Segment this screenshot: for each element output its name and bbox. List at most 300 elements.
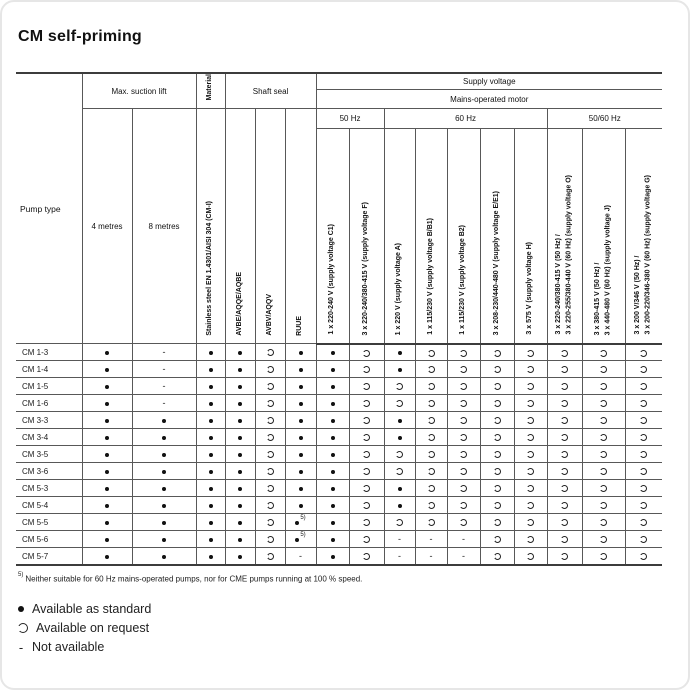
availability-cell (547, 446, 582, 463)
availability-cell (514, 497, 547, 514)
pump-type-cell: CM 1-5 (16, 378, 82, 395)
availability-cell (582, 378, 625, 395)
available-on-request-icon (460, 383, 467, 390)
legend-item-not-available (18, 640, 672, 655)
available-on-request-icon (396, 383, 403, 390)
availability-cell (316, 463, 349, 480)
available-on-request-icon (527, 553, 534, 560)
available-standard-icon (209, 453, 213, 457)
available-standard-icon (238, 419, 242, 423)
availability-cell (625, 344, 662, 361)
available-on-request-icon (363, 434, 370, 441)
availability-cell (255, 514, 285, 531)
available-on-request-icon (561, 451, 568, 458)
availability-cell (225, 548, 255, 565)
availability-cell (582, 548, 625, 565)
legend (18, 602, 672, 655)
available-on-request-icon (428, 417, 435, 424)
available-on-request-icon (561, 350, 568, 357)
available-on-request-icon (428, 400, 435, 407)
availability-cell (132, 480, 196, 497)
availability-cell (285, 395, 316, 412)
availability-cell (196, 429, 225, 446)
table-row (16, 412, 662, 429)
available-standard-icon (238, 521, 242, 525)
availability-cell (82, 514, 132, 531)
availability-cell (316, 378, 349, 395)
available-on-request-icon (363, 536, 370, 543)
availability-cell (447, 378, 480, 395)
available-on-request-icon (600, 485, 607, 492)
available-on-request-icon (267, 383, 274, 390)
availability-cell (625, 378, 662, 395)
available-standard-icon (162, 555, 166, 559)
available-on-request-icon (640, 383, 647, 390)
availability-cell (225, 344, 255, 361)
available-standard-icon (238, 368, 242, 372)
available-on-request-icon (363, 417, 370, 424)
voltage-column-header: 3 x 220-240/380-415 V (50 Hz) / 3 x 220-255/380-440 V (60 Hz) (supply voltage O) (547, 129, 582, 344)
availability-cell: - (132, 378, 196, 395)
available-standard-icon (209, 385, 213, 389)
available-on-request-icon (527, 536, 534, 543)
available-on-request-icon (428, 519, 435, 526)
available-on-request-icon (267, 451, 274, 458)
footnote-text: Neither suitable for 60 Hz mains-operated pumps, nor for CME pumps running at 100 % speed. (25, 574, 363, 584)
available-on-request-icon (460, 519, 467, 526)
availability-cell (384, 497, 415, 514)
availability-cell (255, 361, 285, 378)
availability-cell (82, 531, 132, 548)
available-standard-icon (105, 504, 109, 508)
availability-cell (132, 531, 196, 548)
availability-cell (547, 497, 582, 514)
availability-cell (196, 463, 225, 480)
available-standard-icon (209, 555, 213, 559)
table-row (16, 548, 662, 565)
availability-cell (82, 378, 132, 395)
available-standard-icon (299, 402, 303, 406)
available-on-request-icon (561, 536, 568, 543)
seal-avbe-label: AVBE/AQQE/AQBE (235, 271, 243, 336)
available-standard-icon (398, 504, 402, 508)
availability-cell (349, 429, 384, 446)
available-on-request-icon (428, 350, 435, 357)
available-on-request-icon (600, 502, 607, 509)
available-standard-icon (331, 419, 335, 423)
available-on-request-icon (363, 451, 370, 458)
availability-cell (415, 412, 447, 429)
available-standard-icon (209, 470, 213, 474)
availability-cell (625, 361, 662, 378)
availability-cell (547, 548, 582, 565)
footnote-ref: 5) (300, 531, 306, 538)
availability-cell (447, 446, 480, 463)
table-row (16, 463, 662, 480)
available-standard-icon (299, 385, 303, 389)
available-standard-icon (238, 538, 242, 542)
pump-type-cell: CM 3-4 (16, 429, 82, 446)
availability-cell (480, 361, 514, 378)
availability-cell (285, 463, 316, 480)
available-on-request-icon (600, 417, 607, 424)
col-header-8-metres: 8 metres (132, 109, 196, 344)
availability-cell (255, 480, 285, 497)
table-row (16, 361, 662, 378)
available-on-request-icon (428, 383, 435, 390)
availability-cell (132, 548, 196, 565)
availability-cell (480, 378, 514, 395)
availability-cell (547, 361, 582, 378)
availability-cell (582, 480, 625, 497)
voltage-column-header: 3 x 220-240/380-415 V (supply voltage F) (349, 129, 384, 344)
available-standard-icon (331, 385, 335, 389)
availability-cell (255, 463, 285, 480)
availability-cell (196, 497, 225, 514)
available-standard-icon (299, 351, 303, 355)
available-on-request-icon (363, 485, 370, 492)
available-standard-icon (331, 351, 335, 355)
pump-type-cell: CM 3-3 (16, 412, 82, 429)
availability-cell (196, 378, 225, 395)
availability-cell (349, 378, 384, 395)
availability-cell (285, 531, 316, 548)
available-on-request-icon (494, 366, 501, 373)
available-on-request-icon (267, 468, 274, 475)
legend-item-on-request (18, 621, 672, 635)
availability-cell (480, 514, 514, 531)
available-on-request-icon (267, 434, 274, 441)
available-standard-icon (295, 538, 299, 542)
material-header-label: Material (206, 74, 214, 101)
availability-cell (514, 429, 547, 446)
col-header-4-metres: 4 metres (82, 109, 132, 344)
available-standard-icon (209, 504, 213, 508)
available-standard-icon (299, 470, 303, 474)
availability-cell: - (384, 548, 415, 565)
document-content (2, 2, 688, 655)
available-standard-icon (238, 351, 242, 355)
available-on-request-icon (527, 434, 534, 441)
available-on-request-icon (494, 468, 501, 475)
table-row (16, 480, 662, 497)
availability-cell (225, 446, 255, 463)
availability-cell (285, 514, 316, 531)
available-standard-icon (238, 555, 242, 559)
available-on-request-icon (527, 350, 534, 357)
available-on-request-icon (267, 349, 274, 356)
availability-cell (225, 531, 255, 548)
availability-cell (349, 514, 384, 531)
availability-cell (514, 480, 547, 497)
available-on-request-icon (18, 623, 28, 633)
available-standard-icon (209, 487, 213, 491)
availability-cell (625, 446, 662, 463)
availability-cell (349, 531, 384, 548)
available-standard-icon (105, 453, 109, 457)
available-standard-icon (209, 402, 213, 406)
available-standard-icon (162, 521, 166, 525)
available-standard-icon (331, 453, 335, 457)
availability-cell (316, 344, 349, 361)
available-on-request-icon (600, 451, 607, 458)
available-on-request-icon (640, 366, 647, 373)
voltage-column-header: 3 x 208-230/440-480 V (supply voltage E/E1) (480, 129, 514, 344)
not-available-icon: - (18, 639, 24, 655)
availability-cell (625, 548, 662, 565)
available-on-request-icon (600, 366, 607, 373)
availability-cell (255, 378, 285, 395)
available-on-request-icon (640, 417, 647, 424)
availability-cell: - (447, 548, 480, 565)
availability-cell (82, 446, 132, 463)
available-standard-icon (105, 470, 109, 474)
availability-cell (285, 446, 316, 463)
availability-cell (225, 395, 255, 412)
footnote (18, 571, 672, 584)
pump-type-cell: CM 1-6 (16, 395, 82, 412)
seal-ruue-label: RUUE (296, 315, 304, 336)
available-on-request-icon (396, 400, 403, 407)
available-on-request-icon (527, 468, 534, 475)
availability-cell (255, 497, 285, 514)
pump-type-cell: CM 3-5 (16, 446, 82, 463)
available-on-request-icon (640, 451, 647, 458)
available-on-request-icon (600, 553, 607, 560)
material-header (196, 73, 225, 109)
available-on-request-icon (363, 502, 370, 509)
availability-cell (255, 344, 285, 361)
availability-cell (582, 497, 625, 514)
available-standard-icon (295, 521, 299, 525)
availability-cell (480, 446, 514, 463)
available-standard-icon (238, 436, 242, 440)
available-on-request-icon (600, 519, 607, 526)
availability-cell (196, 514, 225, 531)
available-standard-icon (162, 419, 166, 423)
table-row (16, 378, 662, 395)
available-standard-icon (398, 487, 402, 491)
available-on-request-icon (494, 434, 501, 441)
availability-cell (547, 514, 582, 531)
availability-cell (316, 446, 349, 463)
available-on-request-icon (561, 519, 568, 526)
col-header-seal-avbv (255, 109, 285, 344)
availability-cell (255, 548, 285, 565)
availability-cell (514, 514, 547, 531)
pump-type-header: Pump type (16, 73, 82, 344)
availability-cell (82, 548, 132, 565)
available-on-request-icon (428, 502, 435, 509)
availability-cell (415, 378, 447, 395)
availability-cell (349, 361, 384, 378)
availability-cell (196, 480, 225, 497)
available-on-request-icon (363, 553, 370, 560)
availability-cell (384, 344, 415, 361)
available-on-request-icon (561, 468, 568, 475)
available-on-request-icon (428, 434, 435, 441)
available-standard-icon (162, 504, 166, 508)
availability-cell (384, 514, 415, 531)
available-standard-icon (299, 487, 303, 491)
available-on-request-icon (494, 502, 501, 509)
available-on-request-icon (267, 502, 274, 509)
available-standard-icon (238, 385, 242, 389)
availability-cell (547, 480, 582, 497)
availability-cell (447, 395, 480, 412)
availability-cell (582, 446, 625, 463)
available-on-request-icon (561, 502, 568, 509)
available-standard-icon (105, 402, 109, 406)
availability-cell (349, 480, 384, 497)
col-header-stainless-steel (196, 109, 225, 344)
available-standard-icon (105, 521, 109, 525)
available-on-request-icon (267, 536, 274, 543)
available-on-request-icon (527, 400, 534, 407)
available-on-request-icon (494, 519, 501, 526)
availability-cell (514, 378, 547, 395)
availability-cell (384, 395, 415, 412)
availability-cell (415, 344, 447, 361)
available-standard-icon (299, 504, 303, 508)
available-on-request-icon (428, 485, 435, 492)
availability-cell (384, 412, 415, 429)
available-on-request-icon (527, 519, 534, 526)
availability-cell: - (447, 531, 480, 548)
header-row-3 (16, 109, 662, 129)
availability-cell (514, 344, 547, 361)
stainless-steel-label: Stainless steel EN 1.4301/AISI 304 (CM-I) (206, 200, 214, 336)
voltage-column-header: 1 x 220 V (supply voltage A) (384, 129, 415, 344)
availability-cell (415, 463, 447, 480)
available-on-request-icon (600, 536, 607, 543)
available-on-request-icon (640, 553, 647, 560)
availability-cell (255, 429, 285, 446)
available-standard-icon (331, 436, 335, 440)
availability-cell (316, 497, 349, 514)
availability-cell (132, 463, 196, 480)
available-standard-icon (299, 368, 303, 372)
available-standard-icon (105, 351, 109, 355)
availability-cell (582, 344, 625, 361)
available-on-request-icon (494, 350, 501, 357)
availability-cell (547, 344, 582, 361)
available-standard-icon (398, 368, 402, 372)
available-standard-icon (331, 487, 335, 491)
table-row (16, 344, 662, 361)
availability-cell (196, 446, 225, 463)
available-on-request-icon (494, 451, 501, 458)
availability-cell (625, 480, 662, 497)
available-on-request-icon (640, 434, 647, 441)
pump-type-cell: CM 5-3 (16, 480, 82, 497)
table-row (16, 395, 662, 412)
available-on-request-icon (460, 434, 467, 441)
availability-cell (82, 429, 132, 446)
available-on-request-icon (494, 400, 501, 407)
available-on-request-icon (396, 451, 403, 458)
available-standard-icon (209, 538, 213, 542)
legend-item-standard (18, 602, 672, 616)
availability-cell (447, 497, 480, 514)
table-body (16, 344, 662, 565)
footnote-ref: 5) (300, 514, 306, 521)
availability-cell (285, 378, 316, 395)
availability-cell (625, 429, 662, 446)
available-on-request-icon (527, 485, 534, 492)
availability-cell (384, 429, 415, 446)
voltage-column-header: 3 x 380-415 V (50 Hz) / 3 x 440-480 V (60 Hz) (supply voltage J) (582, 129, 625, 344)
availability-cell (480, 395, 514, 412)
available-on-request-icon (561, 434, 568, 441)
availability-cell (349, 344, 384, 361)
availability-cell (582, 361, 625, 378)
availability-cell (82, 497, 132, 514)
available-on-request-icon (527, 417, 534, 424)
table-row (16, 497, 662, 514)
available-on-request-icon (363, 366, 370, 373)
availability-cell (447, 429, 480, 446)
availability-cell (196, 412, 225, 429)
availability-cell (547, 395, 582, 412)
col-header-seal-avbe (225, 109, 255, 344)
availability-cell (255, 531, 285, 548)
availability-cell: - (415, 531, 447, 548)
pump-type-cell: CM 1-3 (16, 344, 82, 361)
available-standard-icon (238, 453, 242, 457)
voltage-column-header: 1 x 220-240 V (supply voltage C1) (316, 129, 349, 344)
available-on-request-icon (494, 417, 501, 424)
available-standard-icon (238, 470, 242, 474)
available-on-request-icon (363, 350, 370, 357)
available-on-request-icon (267, 519, 274, 526)
available-on-request-icon (561, 485, 568, 492)
availability-cell (349, 446, 384, 463)
legend-label-standard: Available as standard (32, 601, 152, 616)
available-on-request-icon (561, 366, 568, 373)
availability-cell (415, 514, 447, 531)
availability-cell (225, 412, 255, 429)
available-on-request-icon (600, 350, 607, 357)
available-standard-icon (299, 453, 303, 457)
table-row (16, 429, 662, 446)
availability-cell (196, 361, 225, 378)
availability-cell (625, 531, 662, 548)
freq-group-50hz: 50 Hz (316, 109, 384, 129)
availability-cell (285, 344, 316, 361)
availability-cell (625, 395, 662, 412)
available-on-request-icon (494, 553, 501, 560)
availability-cell (480, 429, 514, 446)
freq-group-50-60hz: 50/60 Hz (547, 109, 662, 129)
available-standard-icon (105, 385, 109, 389)
available-on-request-icon (460, 451, 467, 458)
availability-cell (547, 412, 582, 429)
availability-cell (225, 361, 255, 378)
voltage-column-header: 1 x 115/230 V (supply voltage B2) (447, 129, 480, 344)
available-on-request-icon (428, 366, 435, 373)
pump-type-cell: CM 5-4 (16, 497, 82, 514)
availability-cell (82, 480, 132, 497)
availability-cell (514, 531, 547, 548)
available-standard-icon (209, 351, 213, 355)
voltage-column-header: 3 x 575 V (supply voltage H) (514, 129, 547, 344)
availability-cell (547, 531, 582, 548)
available-standard-icon (238, 402, 242, 406)
availability-cell (82, 463, 132, 480)
availability-cell (625, 514, 662, 531)
voltage-column-header: 1 x 115/230 V (supply voltage B/B1) (415, 129, 447, 344)
